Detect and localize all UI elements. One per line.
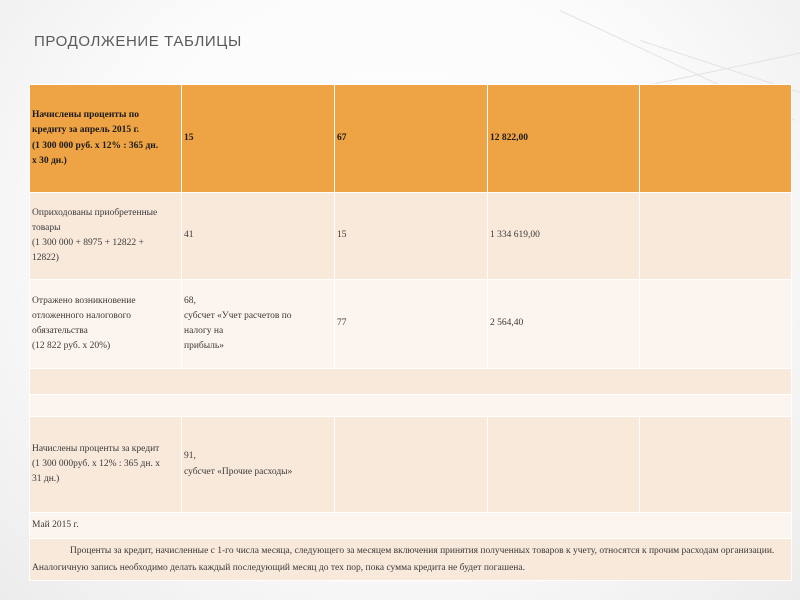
slide-title: ПРОДОЛЖЕНИЕ ТАБЛИЦЫ: [34, 33, 242, 50]
debit-cell: 41: [182, 193, 335, 280]
debit-cell: 68, субсчет «Учет расчетов по налогу на прибыль»: [182, 280, 335, 369]
month-label: Май 2015 г.: [30, 513, 792, 539]
amount-cell: 1 334 619,00: [488, 193, 640, 280]
amount-cell: [488, 417, 640, 513]
table-row: [30, 513, 792, 539]
table-row: [30, 280, 792, 369]
credit-cell: [335, 417, 488, 513]
table-row: [30, 417, 792, 513]
note-text: Проценты за кредит, начисленные с 1-го числа месяца, следующего за месяцем включения принятия полученных товаров к учету, относятся к прочим расходам организации. Аналогичную запись необходимо делать каждый последующий месяц до тех пор, пока сумма кредита не будет погашена.: [32, 545, 775, 573]
description-cell: Начислены проценты по кредиту за апрель 2015 г. (1 300 000 руб. х 12% : 365 дн. х 30 дн.): [30, 85, 182, 193]
debit-cell: 91, субсчет «Прочие расходы»: [182, 417, 335, 513]
credit-cell: 67: [335, 85, 488, 193]
table-row: [30, 85, 792, 193]
table-row: [30, 193, 792, 280]
description-cell: Начислены проценты за кредит (1 300 000руб. х 12% : 365 дн. х 31 дн.): [30, 417, 182, 513]
posting-table: [29, 84, 792, 581]
extra-cell: [640, 280, 792, 369]
description-cell: Оприходованы приобретенные товары (1 300 000 + 8975 + 12822 + 12822): [30, 193, 182, 280]
debit-cell: 15: [182, 85, 335, 193]
extra-cell: [640, 193, 792, 280]
amount-cell: 12 822,00: [488, 85, 640, 193]
table-row: [30, 369, 792, 395]
extra-cell: [640, 85, 792, 193]
amount-cell: 2 564,40: [488, 280, 640, 369]
note-cell: [30, 539, 792, 581]
empty-row: [30, 395, 792, 417]
empty-row: [30, 369, 792, 395]
table-row: [30, 539, 792, 581]
credit-cell: 15: [335, 193, 488, 280]
description-cell: Отражено возникновение отложенного налогового обязательства (12 822 руб. х 20%): [30, 280, 182, 369]
credit-cell: 77: [335, 280, 488, 369]
table-row: [30, 395, 792, 417]
extra-cell: [640, 417, 792, 513]
